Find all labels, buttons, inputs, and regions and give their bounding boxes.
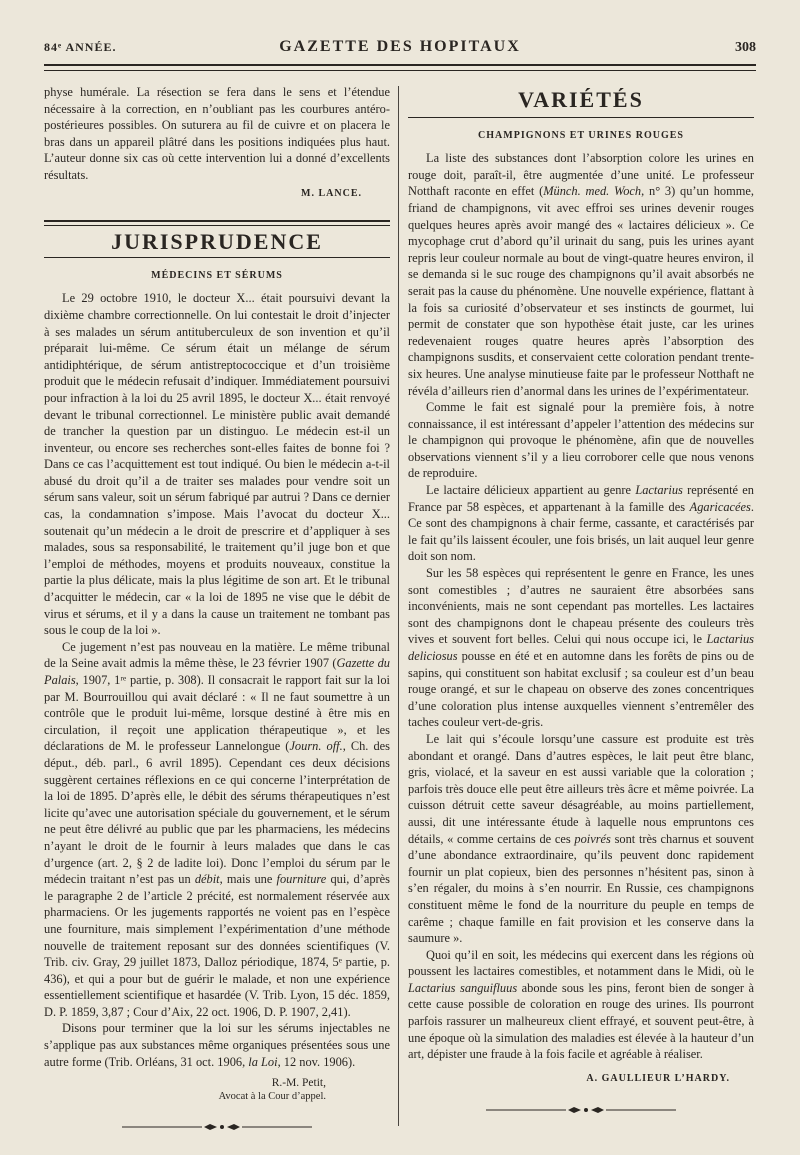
article-paragraph: Le lait qui s’écoule lorsqu’une cassure est produite est très abondant et orangé. Dans d’autres espèces, le lait peut être blanc, gris, violacé, et la saveur en est aussi variable que la coloration ; parfois très douce elle peut être ailleurs très âcre et même poivrée. La cuisson détruit cette saveur désagréable, au moins partiellement, aussi, dit une intéressante étude à laquelle nous empruntons ces détails, « comme certains de ces poivrés sont très charnus et souvent d’une abondance extraordinaire, qu’ils peuvent donc rapidement fournir un plat copieux, bien des personnes n’hésitent pas, sinon à s’en régaler, du moins à s’en nourrir. En Russie, ces champignons constituent même le fond de la nourriture du peuple en temps de carême ; chaque famille en fait provision et les conserve dans la saumure ».: [408, 731, 754, 946]
author-signature: [44, 1076, 390, 1104]
article-paragraph: Le lactaire délicieux appartient au genre Lactarius représenté en France par 58 espèces, et appartenant à la famille des Agaricacées. Ce sont des champignons à chair ferme, cassante, et caractérisés par le fait qu’ils laissent écouler, une fois brisés, un lait auquel leur genre doit son nom.: [408, 483, 754, 564]
column-separator: [398, 86, 399, 1126]
article-subhead: MÉDECINS ET SÉRUMS: [151, 269, 283, 281]
section-rule: [44, 225, 390, 226]
section-rule: [44, 257, 390, 258]
article-paragraph: Quoi qu’il en soit, les médecins qui exercent dans les régions où poussent les lactaires comestibles, et notamment dans le Midi, où le Lactarius sanguifluus abonde sous les pins, feront bien de songer à cette cause possible de coloration en rouge des urines. Ils pourront parfois rassurer un malheureux client effrayé, et souvent peut-être, à une époque où la simulation des maladies est élevée à la hauteur d’un art, dépister une fraude à la fois facile et agréable à réaliser.: [408, 947, 754, 1062]
article-paragraph: Le 29 octobre 1910, le docteur X... était poursuivi devant la dixième chambre correctionnelle. On lui contestait le droit d’injecter à ses malades un sérum antituberculeux de son invention et qu’il préparait lui-même. Ce sérum était un mélange de sérum antidiphtérique, de sérum antistreptococcique et d’un troisième produit que le médecin refusait d’indiquer. Immédiatement poursuivi pour infraction à la loi du 25 avril 1895, le docteur X... était renvoyé devant le tribunal correctionnel. Le ministère public avait demandé de trancher la question par un distinguo. Le médecin est-il un inventeur, ou encore ses recherches sont-elles faites de bonne foi ? Dans ce cas l’acquittement est tout indiqué. Ou bien le médecin a-t-il abusé du droit qu’il a de traiter ses malades pour vendre soit un sérum sans valeur, soit un sérum fabriqué par autrui ? Dans ce dernier cas, la condamnation s’impose. Mais l’avocat du docteur X... soutenait qu’un médecin a le droit de prescrire et d’appliquer à ses malades, sous sa responsabilité, le traitement qu’il juge bon et que l’emploi de méthodes, moyens et produits nouveaux, constitue la partie la plus délicate, mais la plus légitime de son art. Et le tribunal d’acquitter le médecin, car « la loi de 1895 ne vise que le débit de virus et sérums, et il y a dans la cause un traitement ne tombant pas sous le coup de la loi ».: [44, 291, 390, 638]
article-paragraph: Sur les 58 espèces qui représentent le genre en France, les unes sont comestibles ; d’autres ne sauraient être absorbées sans inconvénients, mais ne sont cependant pas mortelles. Les lactaires sont des champignons dont le chapeau présente des couleurs très vives et souvent fort belles. Celui qui nous occupe ici, le Lactarius deliciosus pousse en été et en automne dans les forêts de pins ou de sapins, qui constituent son habitat exclusif ; sa couleur est d’un beau rouge orangé, et sur le chapeau on observe des zones concentriques d’une coloration plus intense auxquelles viennent s’entremêler des taches couleur vert-de-gris.: [408, 566, 754, 730]
article-paragraph: Disons pour terminer que la loi sur les sérums injectables ne s’applique pas aux substances même organiques présentées sous une autre forme (Trib. Orléans, 31 oct. 1906, la Loi, 12 nov. 1906).: [44, 1021, 390, 1069]
jurisprudence-top-rules: [44, 220, 390, 226]
author-affiliation: Avocat à la Cour d’appel.: [218, 1091, 326, 1103]
intro-paragraph: physe humérale. La résection se fera dans le sens et l’étendue nécessaire à la correction, en n’oubliant pas les courbures antéro-postérieures possibles. On suturera au fil de cuivre et on placera le bras dans un appareil plâtré dans les positions indiquées plus haut. L’auteur donne six cas où cette intervention lui a donné d’excellents résultats.: [44, 85, 390, 182]
page-header: [44, 40, 756, 60]
author-signature: A. GAULLIEUR L’HARDY.: [586, 1072, 730, 1084]
article-paragraph: La liste des substances dont l’absorption colore les urines en rouge doit, paraît-il, être augmentée d’une unité. Le professeur Notthaft raconte en effet (Münch. med. Woch, n° 3) qu’un homme, friand de champignons, vit avec effroi ses urines devenir rouges quelques heures après avoir mangé des « lactaires délicieux ». Ce mycophage crut d’abord qu’il urinait du sang, puis les urines ayant repris leur couleur normale au bout de vingt-quatre heures environ, il se demanda si le suc rouge des champignons qu’il avait absorbés ne serait pas la cause du phénomène. Une nouvelle expérience, flattant à la fois sa curiosité d’observateur et ses instincts de gourmet, lui permit de constater que son hypothèse était juste, car les urines redevenaient rouges quatre heures après l’absorption des champignons susdits, et conservaient cette coloration pendant trente-six heures. Une analyse minutieuse faite par le professeur Notthaft ne révéla d’ailleurs rien d’anormal dans les urines de l’expérimentateur.: [408, 151, 755, 398]
article-paragraph: Ce jugement n’est pas nouveau en la matière. Le même tribunal de la Seine avait admis la même thèse, le 23 février 1907 (Gazette du Palais, 1907, 1ʳᵉ partie, p. 308). Il consacrait le rapport fait sur la loi par M. Bourrouillou qui avait déclaré : « Il ne faut soumettre à un contrôle que le produit lui-même, lorsque destiné à être mis en circulation, il reçoit une application thérapeutique », et les déclarations de M. le professeur Lannelongue (Journ. off., Ch. des déput., déb. parl., 6 avril 1895). Cependant ces deux décisions suggèrent certaines réflexions en ce qui concerne l’interprétation de la loi de 1895. D’après elle, le débit des sérums thérapeutiques n’est licite qu’avec une autorisation spéciale du gouvernement, et le sérum ne peut être délivré au public que par les pharmaciens, les médecins n’ayant le droit de le fournir à leurs malades que dans le cas d’urgence (art. 2, § 2 de ladite loi). Donc l’emploi du sérum par le médecin traitant n’est pas un débit, mais une fourniture qui, d’après le paragraphe 2 de l’article 2 précité, est normalement réservée aux pharmaciens. Or les jugements rapportés ne voient pas en l’espèce une fourniture, mais simplement l’expérimentation d’une méthode nouvelle de traitement reposant sur des données scientifiques (V. Trib. civ. Gray, 29 juillet 1873, Dalloz périodique, 1874, 5ᵉ partie, p. 436), et qui a pour but de guérir le malade, et non une expérience essentiellement scientifique et hasardée (V. Trib. Lyon, 15 déc. 1859, D. P. 1859, 3,87 ; Cour d’Aix, 22 oct. 1906, D. P. 1907, 2,41).: [44, 639, 391, 1019]
author-name: R.-M. Petit,: [271, 1077, 326, 1090]
end-ornament: [122, 1122, 312, 1132]
intro-signature: M. LANCE.: [301, 187, 362, 199]
volume-label: 84ᵉ ANNÉE.: [44, 40, 117, 54]
header-rule-thin: [44, 70, 756, 71]
header-rule-thick: [44, 64, 756, 66]
end-ornament: [486, 1105, 676, 1115]
right-column: [408, 87, 755, 1115]
section-title-jurisprudence: JURISPRUDENCE: [111, 229, 323, 255]
article-subhead: CHAMPIGNONS ET URINES ROUGES: [478, 129, 684, 141]
page-number: 308: [735, 40, 756, 55]
article-paragraph: Comme le fait est signalé pour la première fois, à notre connaissance, il est intéressant d’appeler l’attention des médecins sur le champignon qui provoque le phénomène, afin que de nouvelles observations viennent s’il y a lieu corroborer celle que nous venons de reproduire.: [408, 400, 754, 481]
section-title-varietes: VARIÉTÉS: [518, 87, 644, 112]
publication-title: GAZETTE DES HOPITAUX: [279, 38, 521, 55]
left-column: [44, 84, 390, 1132]
section-rule: [408, 117, 754, 118]
section-rule: [44, 220, 390, 222]
